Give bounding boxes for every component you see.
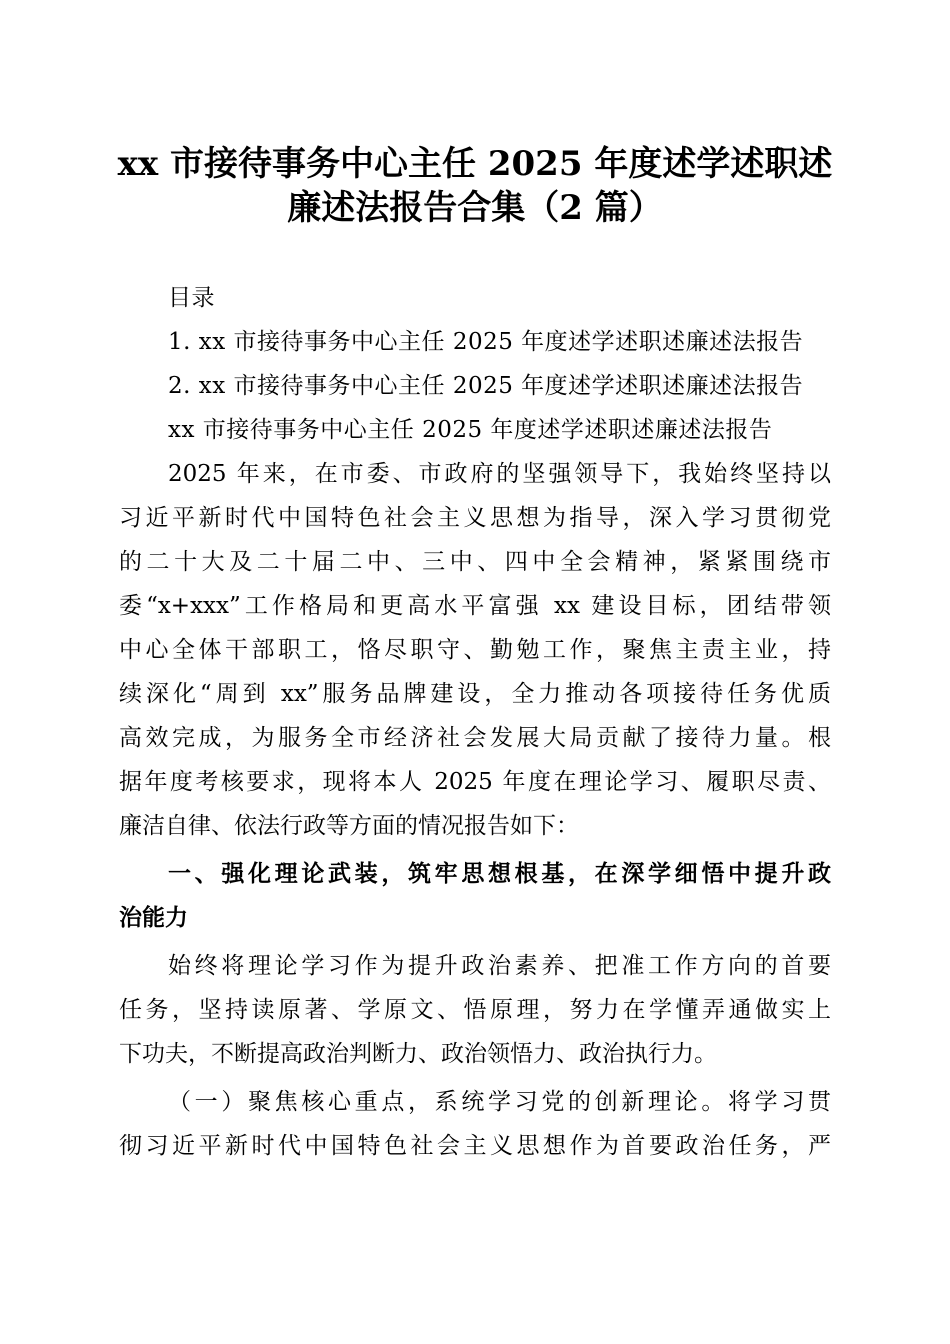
toc-item-2: 2. xx 市接待事务中心主任 2025 年度述学述职述廉述法报告: [168, 373, 804, 399]
intro-line-3: 的二十大及二十届二中、三中、四中全会精神，紧紧围绕市: [119, 549, 831, 575]
intro-line-5: 中心全体干部职工，恪尽职守、勤勉工作，聚焦主责主业，持: [119, 637, 831, 663]
report-title: xx 市接待事务中心主任 2025 年度述学述职述廉述法报告: [168, 417, 773, 443]
intro-line-9: 廉洁自律、依法行政等方面的情况报告如下：: [119, 813, 579, 839]
subsection-1-line-2: 彻习近平新时代中国特色社会主义思想作为首要政治任务，严: [119, 1133, 831, 1159]
intro-line-7: 高效完成，为服务全市经济社会发展大局贡献了接待力量。根: [119, 725, 831, 751]
subsection-1-line-1: （一）聚焦核心重点，系统学习党的创新理论。将学习贯: [168, 1089, 831, 1115]
section-1-para-line-2: 任务，坚持读原著、学原文、悟原理，努力在学懂弄通做实上: [119, 997, 831, 1023]
toc-label: 目录: [168, 285, 215, 311]
intro-line-8: 据年度考核要求，现将本人 2025 年度在理论学习、履职尽责、: [119, 769, 831, 795]
toc-item-1: 1. xx 市接待事务中心主任 2025 年度述学述职述廉述法报告: [168, 329, 804, 355]
intro-line-6: 续深化“周到 xx”服务品牌建设，全力推动各项接待任务优质: [119, 681, 831, 707]
intro-line-1: 2025 年来，在市委、市政府的坚强领导下，我始终坚持以: [168, 461, 831, 487]
document-title-line-2: 廉述法报告合集（2 篇）: [287, 188, 663, 228]
intro-line-4: 委“x+xxx”工作格局和更高水平富强 xx 建设目标，团结带领: [119, 593, 831, 619]
section-1-para-line-1: 始终将理论学习作为提升政治素养、把准工作方向的首要: [168, 953, 831, 979]
section-1-para-line-3: 下功夫，不断提高政治判断力、政治领悟力、政治执行力。: [119, 1041, 717, 1067]
section-1-heading-line-1: 一、强化理论武装，筑牢思想根基，在深学细悟中提升政: [168, 861, 831, 887]
intro-line-2: 习近平新时代中国特色社会主义思想为指导，深入学习贯彻党: [119, 505, 831, 531]
document-title-line-1: xx 市接待事务中心主任 2025 年度述学述职述: [117, 144, 833, 184]
section-1-heading-line-2: 治能力: [119, 905, 188, 931]
